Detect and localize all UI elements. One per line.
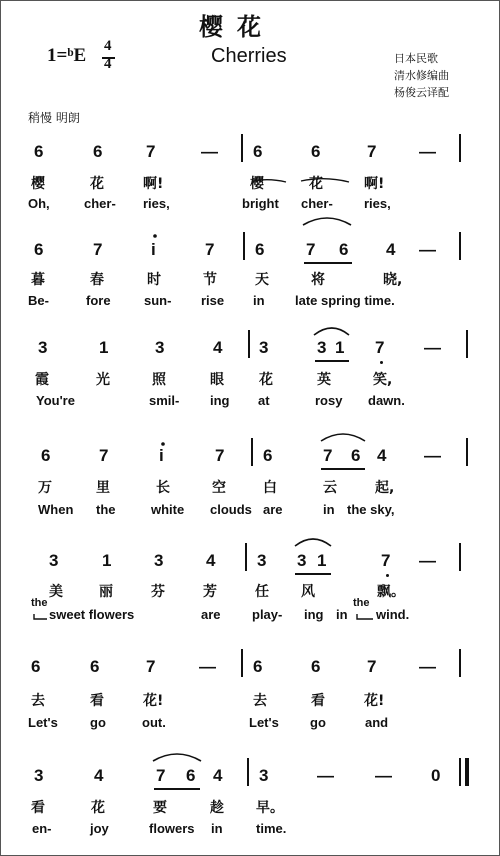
note: 6: [253, 657, 263, 676]
lyric-cn: 早。: [256, 800, 284, 816]
slur: [153, 754, 201, 761]
lyric-en: in: [336, 607, 348, 622]
title-chinese: 樱花: [199, 13, 275, 41]
note: 3: [34, 766, 44, 785]
title-english: Cherries: [211, 45, 287, 67]
lyric-cn: 晓,: [383, 272, 403, 288]
note-dash: —: [317, 766, 334, 785]
lyric-cn: 去: [31, 693, 45, 709]
note: 6: [311, 657, 321, 676]
lyric-cn: 樱: [250, 176, 264, 192]
lyric-cn: 芳: [203, 584, 217, 600]
lyric-cn: 光: [96, 372, 110, 388]
lyric-en: sweet flowers: [49, 607, 135, 622]
lyric-en: and: [365, 715, 389, 730]
lyric-en: Let's: [249, 715, 279, 730]
lyric-cn: 时: [147, 272, 161, 288]
lyric-en: are: [263, 502, 283, 517]
lyric-cn: 春: [90, 272, 104, 288]
lyric-en: the sky,: [347, 502, 395, 517]
note-dash: —: [419, 240, 436, 259]
lyric-cn: 啊!: [143, 176, 164, 192]
lyric-en: white: [151, 502, 185, 517]
lyric-en: smil-: [149, 393, 180, 408]
lyric-en: You're: [36, 393, 75, 408]
lyric-cn: 看: [90, 693, 104, 709]
key-signature: 1=ᵇE: [47, 45, 87, 66]
lyric-en: out.: [142, 715, 166, 730]
note-dash: —: [419, 142, 436, 161]
note-dash: —: [375, 766, 392, 785]
lyric-cn: 天: [255, 272, 269, 288]
note: 6: [31, 657, 41, 676]
lyric-en: clouds: [210, 502, 252, 517]
lyric-cn: 啊!: [364, 176, 385, 192]
note: 6: [34, 240, 44, 259]
lyric-en: play-: [252, 607, 283, 622]
time-signature-top: 4: [104, 38, 112, 54]
lyric-en: the: [96, 502, 116, 517]
lyric-cn: 长: [156, 480, 170, 496]
lyric-cn: 看: [311, 693, 325, 709]
lyric-en: joy: [90, 821, 109, 836]
score-markings: [1, 1, 499, 855]
lyric-en: bright: [242, 196, 279, 211]
note: 7: [146, 657, 156, 676]
lyric-en: rise: [201, 293, 225, 308]
lyric-cn: 美: [49, 584, 63, 600]
note-dash: —: [419, 657, 436, 676]
credit-translator: 杨俊云译配: [394, 86, 449, 99]
note: 7: [323, 446, 333, 465]
tempo-marking: 稍慢 明朗: [28, 111, 80, 125]
lyric-en: fore: [86, 293, 111, 308]
lyric-en-small: the: [353, 597, 370, 609]
lyric-en: cher-: [84, 196, 116, 211]
note: 6: [253, 142, 263, 161]
lyric-en-small: the: [31, 597, 48, 609]
lyric-cn: 照: [152, 372, 166, 388]
note: 7: [99, 446, 109, 465]
lyric-cn: 将: [311, 272, 325, 288]
lyric-en: at: [258, 393, 270, 408]
lyric-cn: 花: [259, 372, 273, 388]
note: 3: [317, 338, 327, 357]
lyric-en: ing: [210, 393, 230, 408]
note-dash: —: [199, 657, 216, 676]
lyric-cn: 风: [301, 584, 315, 600]
note: 6: [351, 446, 361, 465]
slur: [321, 434, 365, 441]
lyric-en: dawn.: [368, 393, 405, 408]
note: 6: [263, 446, 273, 465]
hook-line: [357, 614, 373, 619]
note: 3: [155, 338, 165, 357]
note: 7: [205, 240, 215, 259]
note: 3: [297, 551, 307, 570]
note: 4: [206, 551, 216, 570]
credit-origin: 日本民歌: [394, 52, 438, 65]
note: 1: [102, 551, 112, 570]
lyric-en: ing: [304, 607, 324, 622]
lyric-en: Oh,: [28, 196, 50, 211]
lyric-en: Let's: [28, 715, 58, 730]
lyric-en: time.: [256, 821, 287, 836]
note: 6: [90, 657, 100, 676]
note: 6: [311, 142, 321, 161]
lyric-en: wind.: [376, 607, 410, 622]
lyric-cn: 起,: [375, 480, 395, 496]
lyric-cn: 节: [203, 272, 217, 288]
note: 4: [94, 766, 104, 785]
lyric-en: in: [253, 293, 265, 308]
lyric-en: Be-: [28, 293, 49, 308]
note: 4: [213, 766, 223, 785]
lyric-cn: 芬: [151, 584, 165, 600]
lyric-en: ries,: [364, 196, 391, 211]
lyric-en: rosy: [315, 393, 343, 408]
lyric-cn: 趁: [210, 800, 224, 816]
lyric-cn: 白: [263, 480, 277, 496]
note-dash: —: [424, 446, 441, 465]
note: 3: [259, 338, 269, 357]
lyric-en: flowers: [149, 821, 195, 836]
lyric-cn: 暮: [31, 272, 45, 288]
lyric-cn: 万: [38, 480, 52, 496]
note: 1: [99, 338, 109, 357]
lyric-cn: 霞: [35, 372, 49, 388]
lyric-en: go: [310, 715, 326, 730]
lyric-en: go: [90, 715, 106, 730]
note: 3: [38, 338, 48, 357]
slur: [303, 218, 351, 225]
note-rest: 0: [431, 766, 441, 785]
lyric-cn: 看: [31, 800, 45, 816]
note: 7: [93, 240, 103, 259]
octave-dot: [161, 442, 165, 446]
note: 6: [34, 142, 44, 161]
note: 7: [375, 338, 385, 357]
note: 4: [213, 338, 223, 357]
note: 4: [386, 240, 396, 259]
lyric-cn: 眼: [210, 372, 224, 388]
note: 6: [339, 240, 349, 259]
note: 7: [306, 240, 316, 259]
slur: [253, 180, 286, 182]
note: 3: [154, 551, 164, 570]
note: 7: [146, 142, 156, 161]
lyric-cn: 樱: [31, 176, 45, 192]
lyric-cn: 丽: [99, 584, 113, 600]
note: 3: [259, 766, 269, 785]
note: 6: [93, 142, 103, 161]
lyric-cn: 去: [253, 693, 267, 709]
note: 3: [49, 551, 59, 570]
lyric-en: are: [201, 607, 221, 622]
lyric-en: in: [211, 821, 223, 836]
lyric-en: cher-: [301, 196, 333, 211]
lyric-cn: 云: [323, 480, 337, 496]
note: i: [159, 446, 164, 465]
note-dash: —: [424, 338, 441, 357]
note-dash: —: [201, 142, 218, 161]
lyric-en: late spring time.: [295, 293, 395, 308]
note-dash: —: [419, 551, 436, 570]
lyric-cn: 要: [153, 800, 167, 816]
lyric-en: in: [323, 502, 335, 517]
lyric-cn: 花: [91, 800, 105, 816]
note: 7: [215, 446, 225, 465]
lyric-cn: 飘。: [377, 584, 405, 600]
lyric-cn: 花!: [143, 693, 164, 709]
lyric-cn: 笑,: [373, 372, 393, 388]
note: 3: [257, 551, 267, 570]
lyric-cn: 里: [96, 480, 110, 496]
note: 1: [335, 338, 345, 357]
note: 7: [381, 551, 391, 570]
hook-line: [34, 614, 47, 619]
lyric-cn: 花: [309, 176, 323, 192]
slur: [314, 328, 349, 335]
lyric-cn: 空: [212, 480, 226, 496]
note: 7: [367, 657, 377, 676]
time-signature-bottom: 4: [104, 56, 112, 72]
lyric-en: sun-: [144, 293, 172, 308]
note: 6: [41, 446, 51, 465]
octave-dot: [153, 234, 157, 238]
credit-arranger: 清水修编曲: [394, 69, 449, 82]
note: 7: [367, 142, 377, 161]
lyric-en: ries,: [143, 196, 170, 211]
slur: [295, 539, 331, 546]
note: 7: [156, 766, 166, 785]
note: i: [151, 240, 156, 259]
note: 1: [317, 551, 327, 570]
lyric-cn: 任: [255, 584, 269, 600]
slur: [301, 179, 349, 182]
lyric-cn: 花: [90, 176, 104, 192]
note: 6: [255, 240, 265, 259]
lyric-en: en-: [32, 821, 52, 836]
lyric-en: When: [38, 502, 74, 517]
lyric-cn: 花!: [364, 693, 385, 709]
lyric-cn: 英: [317, 372, 331, 388]
note: 4: [377, 446, 387, 465]
note: 6: [186, 766, 196, 785]
